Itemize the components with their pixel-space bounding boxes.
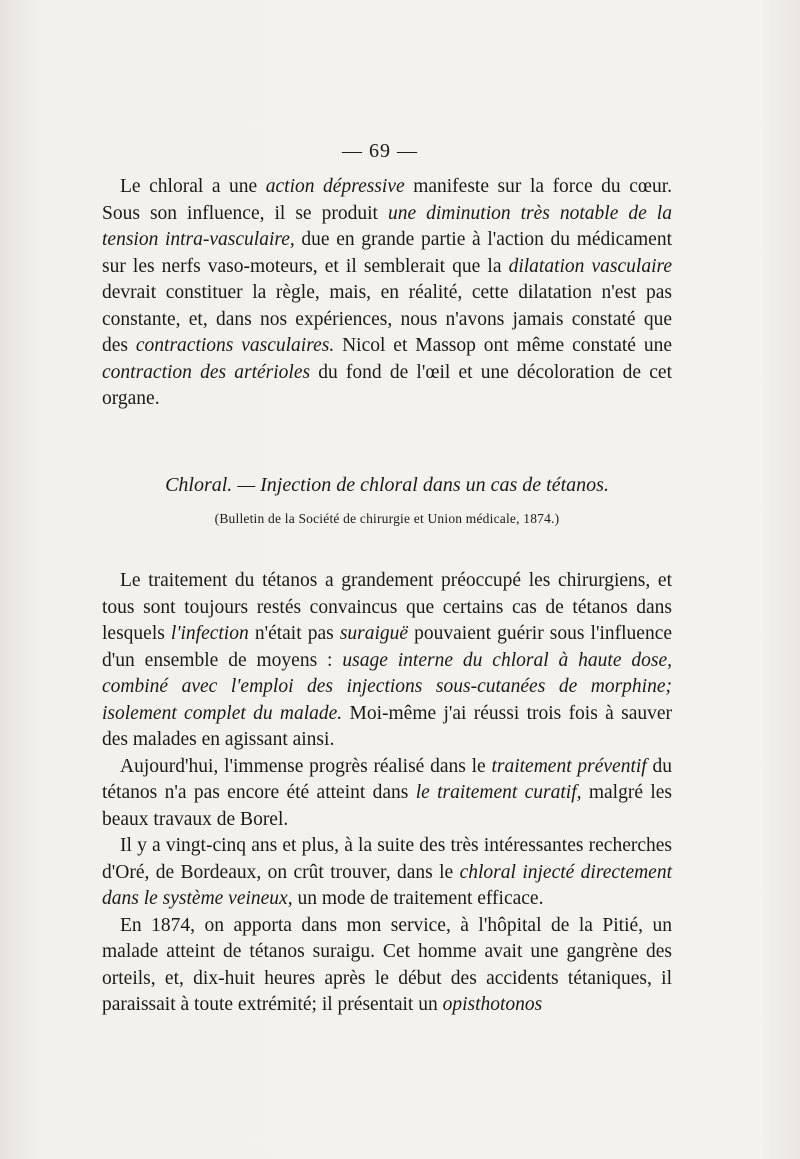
text-run: malgré les beaux travaux de Borel. [102,782,672,830]
italic-run: opisthotonos [442,994,543,1015]
text-run: due en grande partie à l'action du médicament sur les nerfs vaso-moteurs, et il semblerait que la [102,229,672,277]
intro-paragraph [102,174,672,413]
italic-run: chloral injecté directement dans le système veineux, [102,861,673,909]
source-citation: (Bulletin de la Société de chirurgie et Union médicale, 1874.) [214,511,560,526]
body-paragraph-4 [102,913,672,1019]
italic-run: dilatation vasculaire [508,255,673,277]
text-run: Le traitement du tétanos a grandement préoccupé les chirurgiens, et tous sont toujours restés convaincus que certains cas de tétanos dans lesquels [102,570,672,644]
italic-run: traitement préventif [491,755,647,777]
text-run: Aujourd'hui, l'immense progrès réalisé dans le [120,755,492,777]
body-paragraph-3 [102,833,672,913]
text-run: Nicol et Massop ont même constaté une [334,335,672,356]
text-run: du tétanos n'a pas encore été atteint dans [102,755,672,803]
text-run: Moi-même j'ai réussi trois fois à sauver des malades en agissant ainsi. [102,702,672,750]
italic-run: contractions vasculaires. [135,335,335,356]
text-run: En 1874, on apporta dans mon service, à l'hôpital de la Pitié, un malade atteint de tétanos suraigu. Cet homme avait une gangrène des orteils, et, dix-huit heures après le début des accidents tétaniques, il paraissait à toute extrémité; il présentait un [102,914,672,1015]
section-title [102,474,672,497]
text-run: Il y a vingt-cinq ans et plus, à la suite des très intéressantes recherches d'Oré, de Bordeaux, on crût trouver, dans le [102,835,672,883]
italic-run: le traitement curatif, [415,782,582,803]
italic-run: usage interne du chloral à haute dose, combiné avec l'emploi des injections sous-cutanées de morphine; isolement complet du malade. [102,649,673,724]
text-run: manifeste sur la force du cœur. Sous son influence, il se produit [102,176,673,224]
body-paragraph-2 [102,754,672,834]
page-number: — 69 — [342,140,418,162]
section-title-dash: — [232,474,261,496]
italic-run: une diminution très notable de la tension intra-vasculaire, [102,202,672,250]
text-run: n'était pas [248,623,340,644]
section-title-part: Injection de chloral dans un cas de tétanos. [260,474,609,496]
text-run: un mode de traitement efficace. [292,888,544,909]
text-run: du fond de l'œil et une décoloration de cet organe. [102,361,672,409]
text-run: pouvaient guérir sous l'influence d'un ensemble de moyens : [102,623,672,671]
text-run: devrait constituer la règle, mais, en réalité, cette dilatation n'est pas constante, et, dans nos expériences, nous n'avons jamais constaté que des [102,282,672,356]
italic-run: action dépressive [265,176,405,197]
body-text-block [102,568,672,1019]
italic-run: suraiguë [339,623,409,644]
intro-text-block [102,174,672,413]
italic-run: contraction des artérioles [102,361,311,383]
body-paragraph-1 [102,568,672,754]
italic-run: l'infection [170,623,249,644]
section-title-part: Chloral. [165,474,233,496]
text-run: Le chloral a une [120,176,266,197]
